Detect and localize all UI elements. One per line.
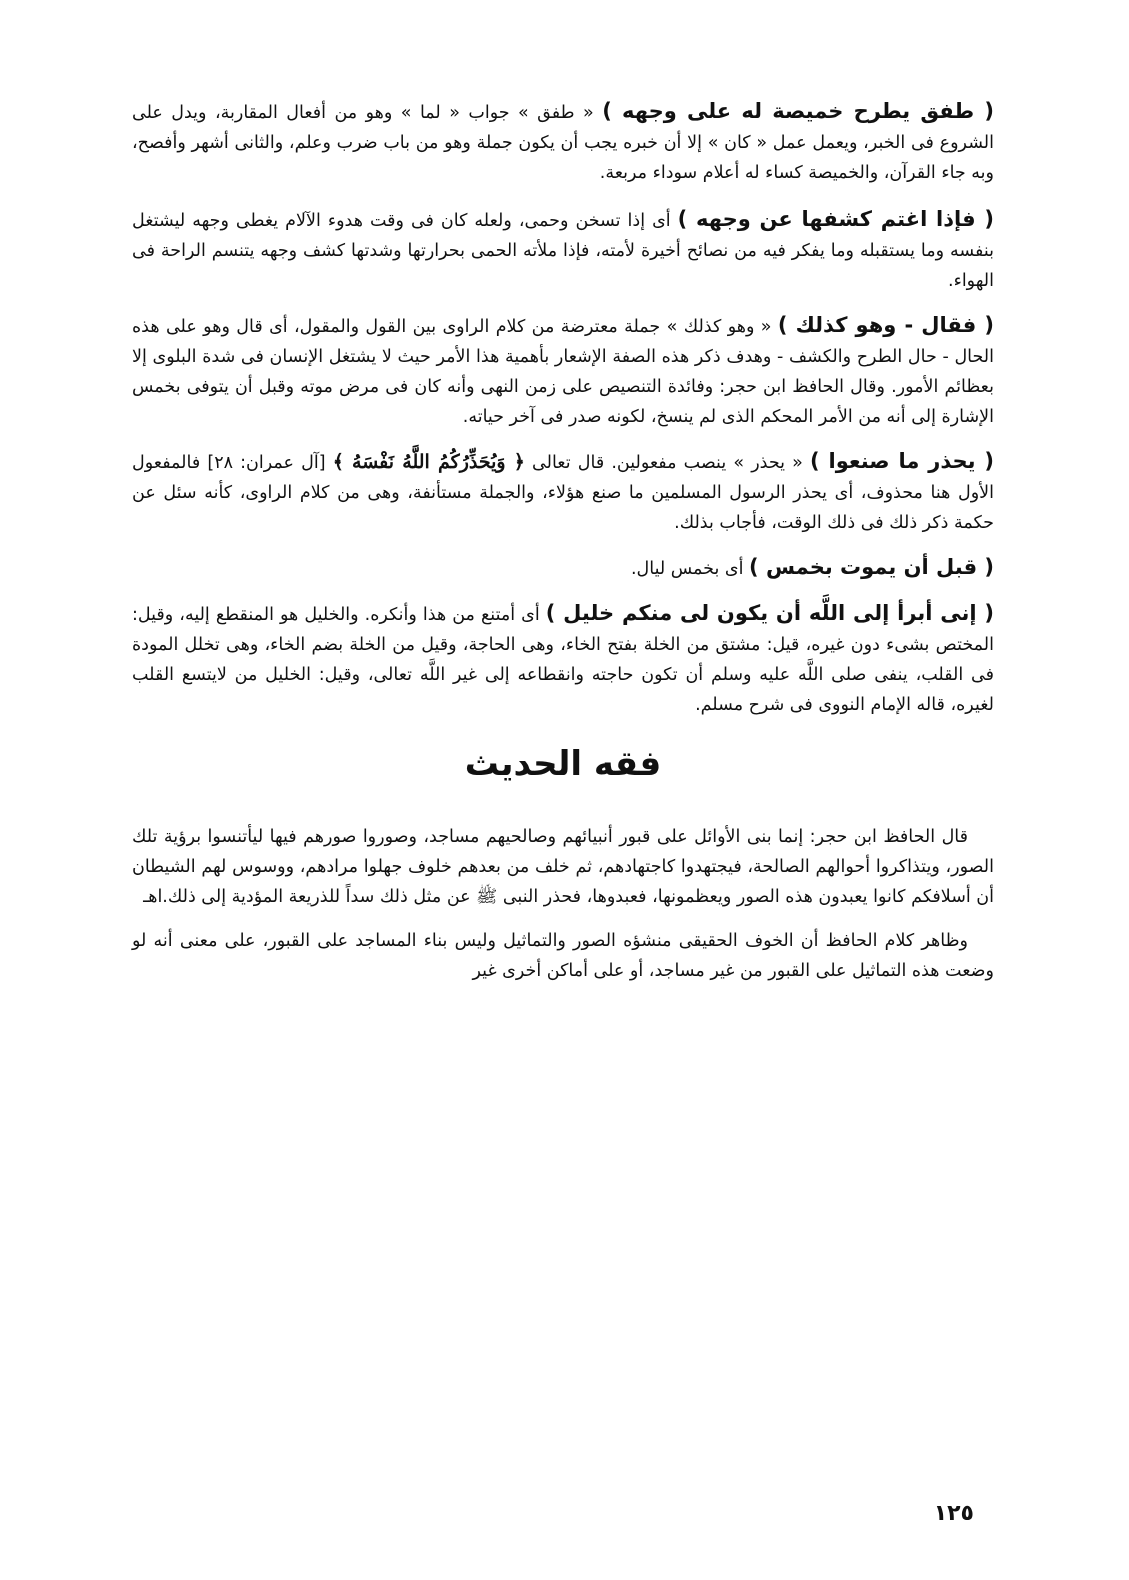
hadith-lemma-6: ( إنى أبرأ إلى اللَّه أن يكون لى منكم خليل ) (545, 601, 994, 625)
commentary-text-3: « وهو كذلك » جملة معترضة من كلام الراوى بين القول والمقول، أى قال وهو على هذه الحال - حال الطرح والكشف - وهدف ذكر هذه الصفة الإشعار بأهمية هذا الأمر حيث لا يشتغل الإنسان فى شدة البلوى إلا بعظائم الأمور. وقال الحافظ ابن حجر: وفائدة التنصيص على زمن النهى وأنه كان فى مرض موته وقبل أن يتوفى بخمس الإشارة إلى أنه من الأمر المحكم الذى لم ينسخ، لكونه صدر فى آخر حياته. (132, 317, 994, 427)
body-paragraph-2: وظاهر كلام الحافظ أن الخوف الحقيقى منشؤه الصور والتماثيل وليس بناء المساجد على القبور، على معنى أنه لو وضعت هذه التماثيل على القبور من غير مساجد، أو على أماكن أخرى غير (132, 931, 994, 981)
commentary-paragraph-4 (132, 446, 994, 538)
commentary-paragraph-6 (132, 598, 994, 720)
commentary-text-1: « طفق » جواب « لما » وهو من أفعال المقاربة، ويدل على الشروع فى الخبر، ويعمل عمل « كان » إلا أن خبره يجب أن يكون جملة وهو من باب ضرب وعلم، والثانى أشهر وأفصح، وبه جاء القرآن، والخميصة كساء له أعلام سوداء مربعة. (132, 103, 994, 183)
hadith-lemma-3: ( فقال - وهو كذلك ) (777, 313, 994, 337)
commentary-text-2: أى إذا تسخن وحمى، ولعله كان فى وقت هدوء الآلام يغطى وجهه ليشتغل بنفسه وما يستقبله وما يفكر فيه من نصائح أخيرة لأمته، فإذا ملأته الحمى بحرارتها وشدتها كشف وجهه يتنسم الراحة فى الهواء. (132, 211, 994, 291)
commentary-text-4: « يحذر » ينصب مفعولين. قال تعالى (524, 453, 811, 473)
section-title: فقه الحديث (464, 744, 662, 784)
commentary-text-5: أى بخمس ليال. (630, 559, 750, 579)
commentary-paragraph-1 (132, 96, 994, 188)
hadith-lemma-1: ( طفق يطرح خميصة له على وجهه ) (602, 99, 994, 123)
document-page (132, 96, 994, 1536)
commentary-paragraph-2 (132, 204, 994, 296)
commentary-text-6: أى أمتنع من هذا وأنكره. والخليل هو المنقطع إليه، وقيل: المختص بشىء دون غيره، قيل: مشتق من الخلة بفتح الخاء، وهى الحاجة، وقيل من الخلة بضم الخاء، وهى تخلل المودة فى القلب، ينفى صلى اللَّه عليه وسلم أن تكون حاجته وانقطاعه إلى غير اللَّه تعالى، وقيل: الخليل من لايتسع القلب لغيره، قاله الإمام النووى فى شرح مسلم. (132, 605, 994, 715)
page-number: ١٢٥ (933, 1501, 974, 1526)
body-paragraph-1: قال الحافظ ابن حجر: إنما بنى الأوائل على قبور أنبيائهم وصالحيهم مساجد، وصوروا صورهم فيها ليأتنسوا برؤية تلك الصور، ويتذاكروا أحوالهم الصالحة، فيجتهدوا كاجتهادهم، ثم خلف من بعدهم خلوف جهلوا مرادهم، ووسوس لهم الشيطان أن أسلافكم كانوا يعبدون هذه الصور ويعظمونها، فعبدوها، فحذر النبى ﷺ عن مثل ذلك سداً للذريعة المؤدية إلى ذلك.اهـ (132, 827, 994, 907)
commentary-text-4b: [آل عمران: ٢٨] فالمفعول الأول هنا محذوف، أى يحذر الرسول المسلمين ما صنع هؤلاء، والجملة مستأنفة، وهى من كلام الراوى، كأنه سئل عن حكمة ذكر ذلك فى ذلك الوقت، فأجاب بذلك. (132, 453, 994, 533)
commentary-paragraph-3 (132, 310, 994, 432)
hadith-lemma-5: ( قبل أن يموت بخمس ) (749, 555, 994, 579)
quran-verse: ﴿ وَيُحَذِّرُكُمُ اللَّهُ نَفْسَهُ ﴾ (332, 451, 525, 473)
hadith-lemma-4: ( يحذر ما صنعوا ) (810, 449, 995, 473)
hadith-lemma-2: ( فإذا اغتم كشفها عن وجهه ) (677, 207, 995, 231)
commentary-paragraph-5 (132, 552, 994, 584)
